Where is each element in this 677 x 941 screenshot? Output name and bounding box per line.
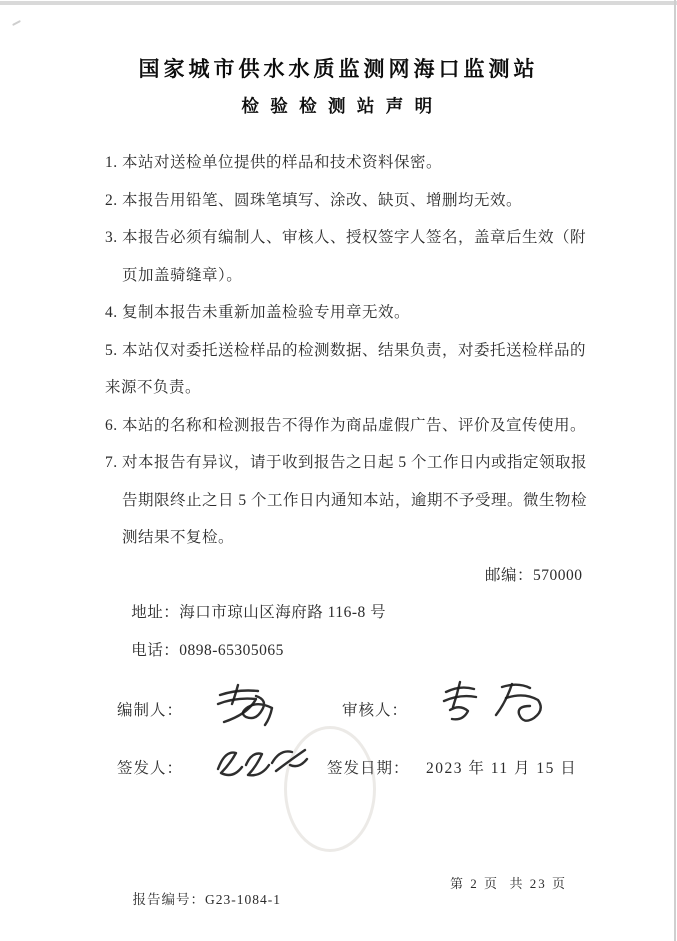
address-value: 海口市琼山区海府路 116-8 号	[179, 604, 387, 621]
reviewer-signature-icon	[438, 680, 550, 730]
address-label: 地址：	[131, 604, 180, 621]
declaration-line: 7. 对本报告有异议，请于收到报告之日起 5 个工作日内或指定领取报	[105, 454, 588, 471]
issue-date-value: 2023 年 11 月 15 日	[426, 760, 578, 777]
declaration-line: 5. 本站仅对委托送检样品的检测数据、结果负责，对委托送检样品的	[105, 341, 587, 359]
declaration-list	[105, 144, 597, 557]
page-subtitle: 检 验 检 测 站 声 明	[241, 96, 436, 116]
issuer-label: 签发人：	[117, 760, 184, 777]
phone-label: 电话：	[131, 641, 180, 659]
report-number-text	[115, 872, 281, 924]
declaration-line: 3. 本报告必须有编制人、审核人、授权签字人签名，盖章后生效（附	[105, 229, 587, 246]
address-line	[105, 557, 597, 621]
scan-artifact	[12, 20, 21, 26]
issue-date-label: 签发日期：	[327, 760, 410, 777]
declaration-body	[105, 144, 597, 659]
declaration-line: 来源不负责。	[105, 379, 202, 396]
declaration-line: 2. 本报告用铅笔、圆珠笔填写、涂改、缺页、增删均无效。	[105, 191, 523, 209]
issuer-signature-icon	[212, 742, 310, 784]
report-number-label: 报告编号：	[132, 892, 205, 907]
scan-top-edge	[0, 1, 677, 5]
declaration-line: 告期限终止之日 5 个工作日内通知本站，逾期不予受理。微生物检	[122, 491, 588, 509]
declaration-line: 4. 复制本报告未重新加盖检验专用章无效。	[105, 304, 411, 321]
page-title: 国家城市供水水质监测网海口监测站	[138, 57, 539, 81]
declaration-line: 测结果不复检。	[122, 529, 235, 546]
address-text	[131, 604, 386, 621]
scan-right-edge	[674, 0, 676, 941]
declaration-line: 页加盖骑缝章）。	[122, 266, 243, 284]
phone-value: 0898-65305065	[179, 641, 284, 659]
report-number-value: G23-1084-1	[205, 892, 281, 907]
postal-value: 570000	[533, 566, 583, 584]
declaration-line: 6. 本站的名称和检测报告不得作为商品虚假广告、评价及宣传使用。	[105, 416, 587, 434]
postal-code-text	[485, 557, 583, 595]
page-number-text: 第 2 页 共 23 页	[449, 876, 567, 891]
preparer-signature-icon	[208, 682, 290, 728]
preparer-label: 编制人：	[117, 702, 184, 719]
postal-label: 邮编：	[485, 566, 534, 584]
reviewer-label: 审核人：	[342, 702, 409, 719]
declaration-line: 1. 本站对送检单位提供的样品和技术资料保密。	[105, 154, 443, 171]
